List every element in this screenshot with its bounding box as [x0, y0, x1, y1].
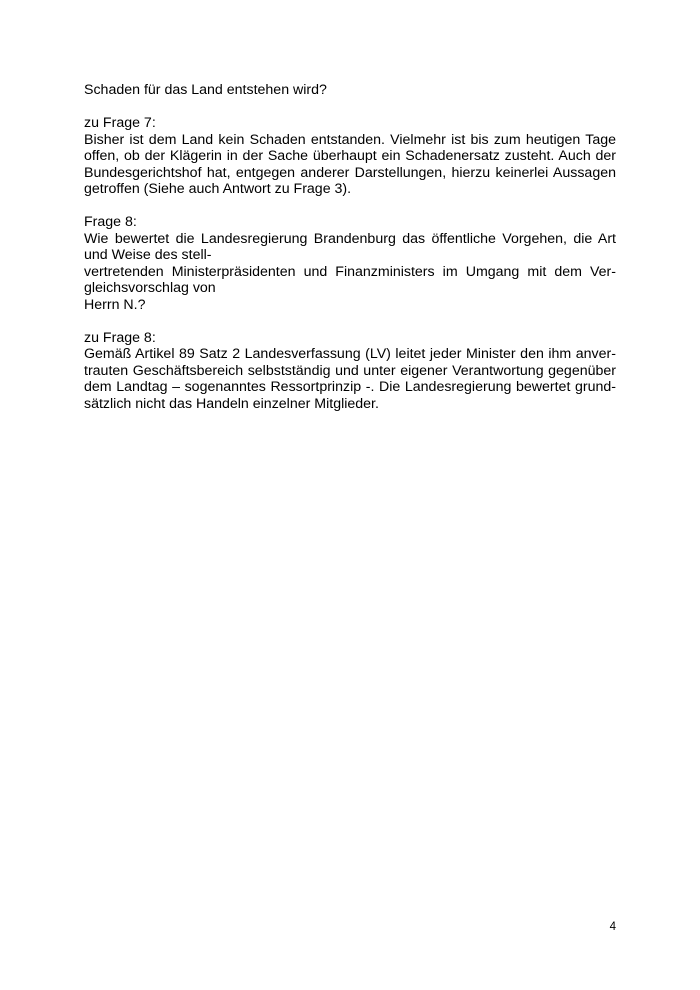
answer-8-heading: zu Frage 8:: [84, 329, 156, 346]
page-content: [84, 82, 616, 429]
question-7-continuation: [84, 82, 616, 99]
paragraph-line: trauten Geschäftsbereich selbstständig und unter eigener Verantwortung gegenüber: [84, 362, 616, 379]
paragraph-line: Schaden für das Land entstehen wird?: [84, 82, 327, 98]
paragraph-line: Wie bewertet die Landesregierung Brandenburg das öffentliche Vorgehen, die Art: [84, 230, 616, 247]
page-number: 4: [609, 921, 616, 933]
paragraph-line: getroffen (Siehe auch Antwort zu Frage 3).: [84, 181, 352, 197]
answer-8-section: [84, 330, 616, 413]
paragraph-line: Gemäß Artikel 89 Satz 2 Landesverfassung (LV) leitet jeder Minister den ihm anver-: [84, 346, 616, 362]
paragraph-line: Herrn N.?: [84, 296, 146, 313]
question-8-heading: Frage 8:: [84, 214, 137, 230]
paragraph-line: vertretenden Ministerpräsidenten und Finanzministers im Umgang mit dem Ver-: [84, 263, 616, 280]
answer-7-section: [84, 115, 616, 198]
paragraph-line: Bundesgerichtshof hat, entgegen anderer Darstellungen, hierzu keinerlei Aussagen: [84, 164, 616, 181]
paragraph-line: Bisher ist dem Land kein Schaden entstanden. Vielmehr ist bis zum heutigen Tage: [84, 131, 616, 148]
paragraph-line: und Weise des stell-: [84, 247, 212, 263]
paragraph-line: offen, ob der Klägerin in der Sache überhaupt ein Schadenersatz zusteht. Auch der: [84, 148, 616, 164]
question-8-section: [84, 214, 616, 313]
paragraph-line: gleichsvorschlag von: [84, 280, 216, 296]
paragraph-line: sätzlich nicht das Handeln einzelner Mitglieder.: [84, 395, 379, 412]
paragraph-line: dem Landtag – sogenanntes Ressortprinzip -. Die Landesregierung bewertet grund-: [84, 379, 616, 395]
answer-7-heading: zu Frage 7:: [84, 115, 156, 131]
